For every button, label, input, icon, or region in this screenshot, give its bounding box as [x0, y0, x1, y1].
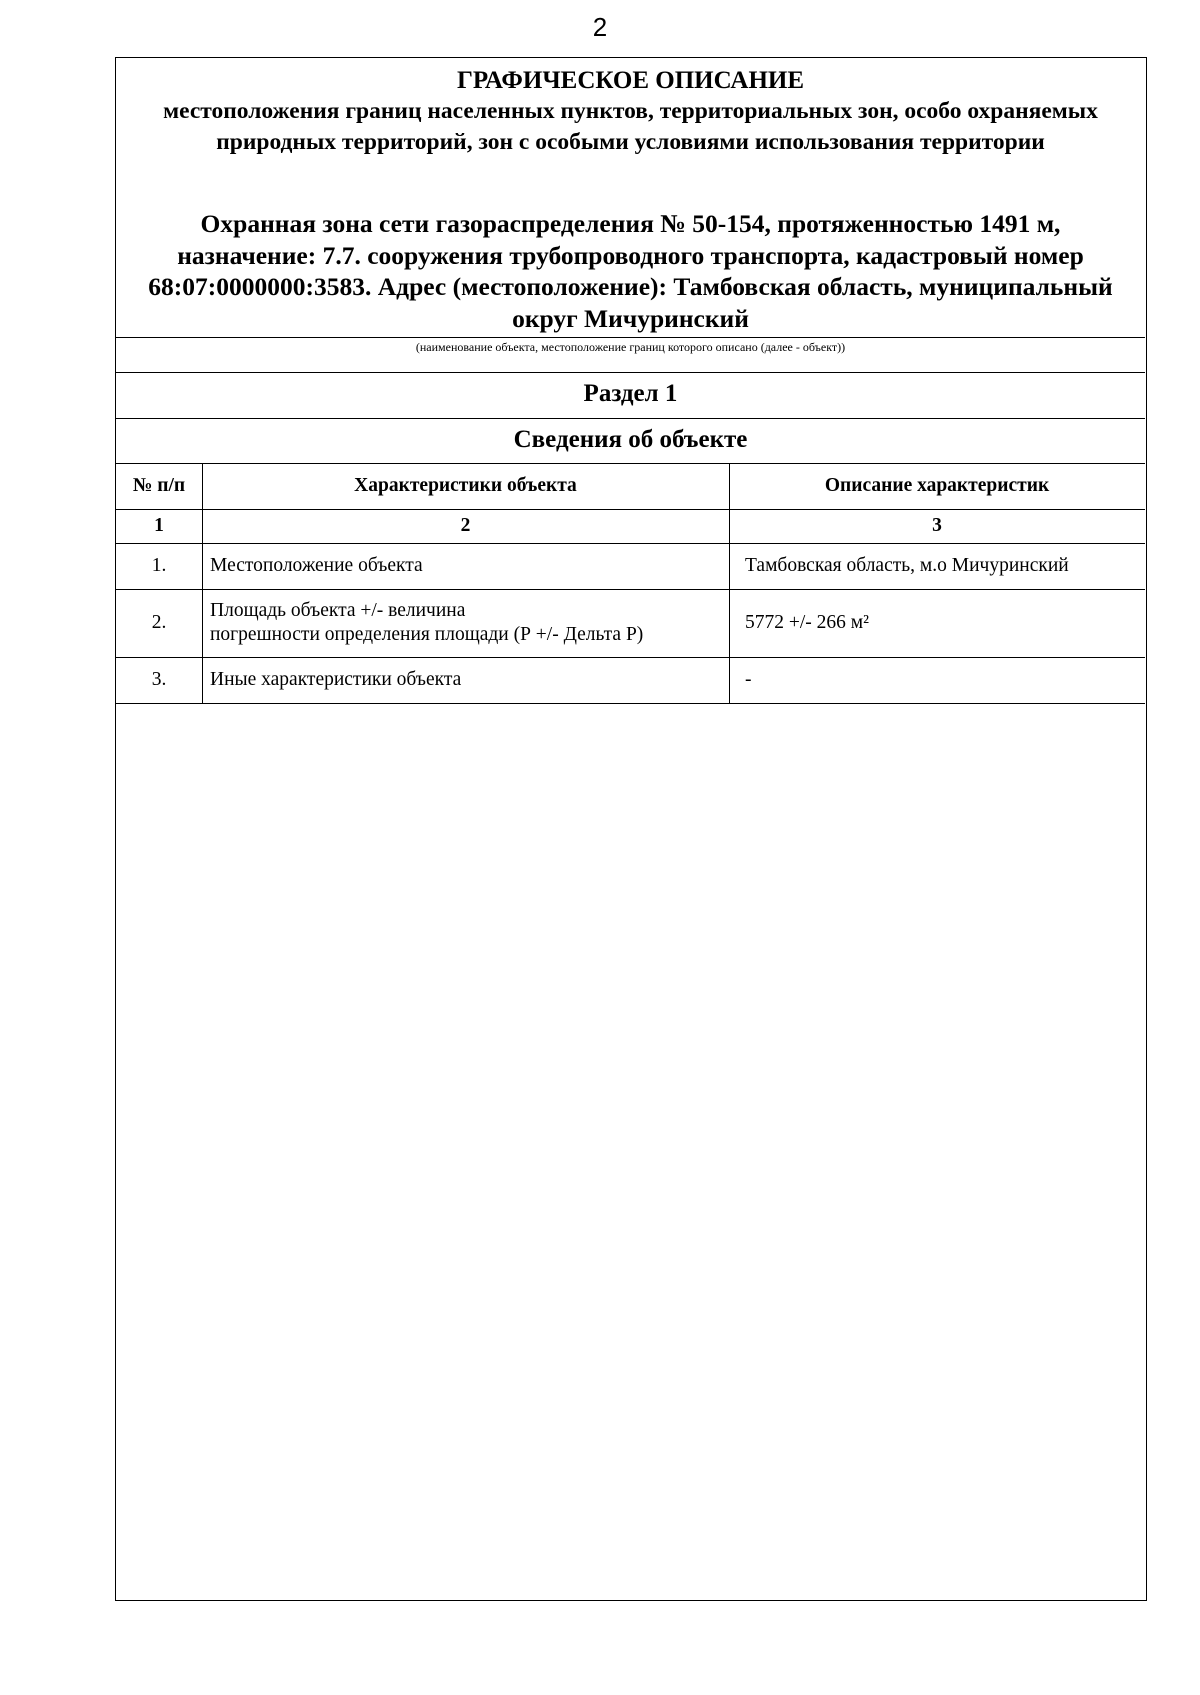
table-bottom-border: [116, 703, 1145, 704]
document-frame: [115, 57, 1147, 1601]
characteristic-line: Площадь объекта +/- величина: [210, 600, 466, 621]
section-title: Раздел 1: [583, 380, 678, 407]
table-row-number: 2.: [151, 612, 167, 633]
divider: [116, 337, 1145, 338]
table-row-number: 3.: [151, 669, 167, 690]
table-column-number: 2: [460, 515, 471, 536]
table-row-description: 5772 +/- 266 м²: [745, 612, 869, 633]
table-header-description: Описание характеристик: [824, 475, 1050, 496]
page-number: 2: [592, 12, 608, 42]
table-row-description: Тамбовская область, м.о Мичуринский: [745, 555, 1069, 576]
table-row-characteristic: Иные характеристики объекта: [210, 669, 462, 690]
table-row-number: 1.: [151, 555, 167, 576]
table-row-characteristic: [202, 589, 729, 657]
characteristic-line: погрешности определения площади (Р +/- Дельта Р): [210, 624, 644, 645]
table-header-characteristic: Характеристики объекта: [354, 475, 577, 496]
object-name: Охранная зона сети газораспределения № 50-154, протяженностью 1491 м, назначение: 7.7. сооружения трубопроводного транспорта, кадастровый номер 68:07:0000000:3583. Адрес (местоположение): Тамбовская область, муниципальный округ Мичуринский: [148, 209, 1113, 333]
table-row-description: -: [745, 669, 752, 690]
table-column-number: 1: [154, 515, 164, 536]
document-title: ГРАФИЧЕСКОЕ ОПИСАНИЕ: [456, 67, 805, 94]
object-name-caption: (наименование объекта, местоположение границ которого описано (далее - объект)): [415, 340, 846, 354]
divider: [116, 372, 1145, 373]
divider: [116, 418, 1145, 419]
table-header-number: № п/п: [132, 475, 186, 496]
table-column-number: 3: [932, 515, 942, 536]
section-subtitle: Сведения об объекте: [513, 426, 748, 453]
document-subtitle: местоположения границ населенных пунктов, территориальных зон, особо охраняемых природных территорий, зон с особыми условиями использования территории: [163, 98, 1098, 155]
table-row-characteristic: Местоположение объекта: [210, 555, 423, 576]
